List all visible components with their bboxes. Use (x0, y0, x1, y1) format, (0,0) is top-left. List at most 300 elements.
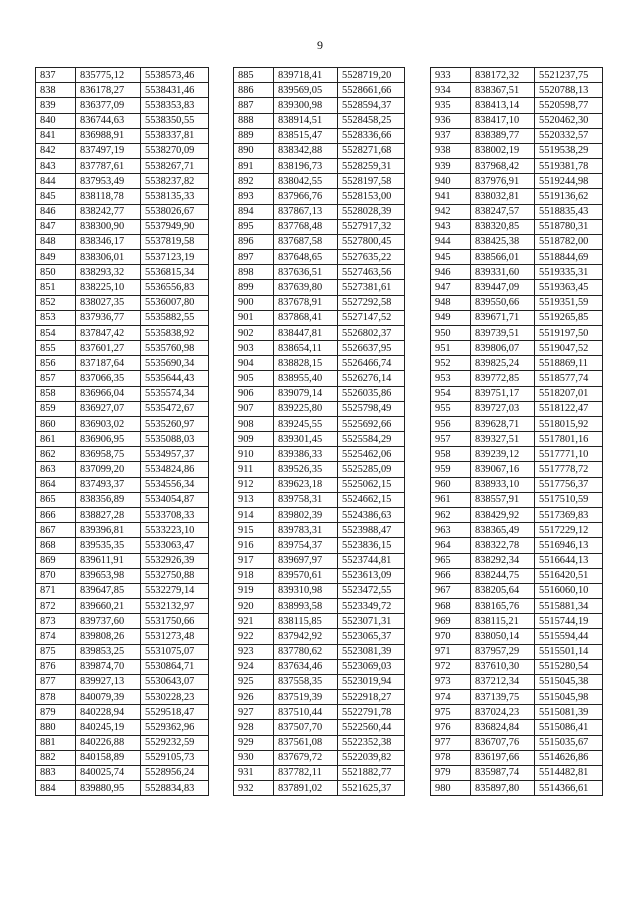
table-row (431, 523, 603, 538)
y-coordinate-cell: 5519335,31 (535, 265, 603, 280)
y-coordinate-cell: 5535472,67 (141, 401, 209, 416)
point-number-cell: 903 (234, 341, 274, 356)
table-row (36, 690, 209, 705)
point-number-cell: 940 (431, 174, 471, 189)
table-row (431, 325, 603, 340)
y-coordinate-cell: 5538573,46 (141, 68, 209, 83)
x-coordinate-cell: 839225,80 (274, 401, 338, 416)
y-coordinate-cell: 5515594,44 (535, 629, 603, 644)
point-number-cell: 843 (36, 159, 76, 174)
point-number-cell: 859 (36, 401, 76, 416)
x-coordinate-cell: 839697,97 (274, 553, 338, 568)
y-coordinate-cell: 5533063,47 (141, 538, 209, 553)
table-row (234, 174, 405, 189)
point-number-cell: 944 (431, 234, 471, 249)
x-coordinate-cell: 839647,85 (76, 583, 141, 598)
table-row (234, 432, 405, 447)
point-number-cell: 945 (431, 250, 471, 265)
x-coordinate-cell: 838933,10 (471, 477, 535, 492)
y-coordinate-cell: 5523081,39 (338, 644, 405, 659)
y-coordinate-cell: 5515081,39 (535, 705, 603, 720)
y-coordinate-cell: 5538353,83 (141, 98, 209, 113)
y-coordinate-cell: 5536556,83 (141, 280, 209, 295)
x-coordinate-cell: 838356,89 (76, 492, 141, 507)
y-coordinate-cell: 5533708,33 (141, 507, 209, 522)
point-number-cell: 868 (36, 538, 76, 553)
x-coordinate-cell: 838042,55 (274, 174, 338, 189)
y-coordinate-cell: 5535838,92 (141, 325, 209, 340)
x-coordinate-cell: 837976,91 (471, 174, 535, 189)
table-row (36, 416, 209, 431)
table-row (234, 462, 405, 477)
point-number-cell: 910 (234, 447, 274, 462)
x-coordinate-cell: 838165,76 (471, 599, 535, 614)
x-coordinate-cell: 838322,78 (471, 538, 535, 553)
y-coordinate-cell: 5536007,80 (141, 295, 209, 310)
table-row (36, 629, 209, 644)
y-coordinate-cell: 5523019,94 (338, 674, 405, 689)
x-coordinate-cell: 835987,74 (471, 765, 535, 780)
table-row (431, 477, 603, 492)
y-coordinate-cell: 5529105,73 (141, 750, 209, 765)
point-number-cell: 888 (234, 113, 274, 128)
point-number-cell: 911 (234, 462, 274, 477)
x-coordinate-cell: 838417,10 (471, 113, 535, 128)
x-coordinate-cell: 836927,07 (76, 401, 141, 416)
table-row (431, 68, 603, 83)
y-coordinate-cell: 5523613,09 (338, 568, 405, 583)
y-coordinate-cell: 5515086,41 (535, 720, 603, 735)
y-coordinate-cell: 5523065,37 (338, 629, 405, 644)
table-row (36, 614, 209, 629)
x-coordinate-cell: 837936,77 (76, 310, 141, 325)
point-number-cell: 976 (431, 720, 471, 735)
point-number-cell: 872 (36, 599, 76, 614)
table-row (234, 356, 405, 371)
table-row (36, 659, 209, 674)
point-number-cell: 885 (234, 68, 274, 83)
y-coordinate-cell: 5520462,30 (535, 113, 603, 128)
x-coordinate-cell: 837957,29 (471, 644, 535, 659)
point-number-cell: 890 (234, 143, 274, 158)
y-coordinate-cell: 5538026,67 (141, 204, 209, 219)
y-coordinate-cell: 5532750,88 (141, 568, 209, 583)
table-row (36, 356, 209, 371)
y-coordinate-cell: 5516420,51 (535, 568, 603, 583)
point-number-cell: 901 (234, 310, 274, 325)
y-coordinate-cell: 5522560,44 (338, 720, 405, 735)
x-coordinate-cell: 839079,14 (274, 386, 338, 401)
point-number-cell: 917 (234, 553, 274, 568)
coordinate-table-2 (233, 67, 405, 796)
table-row (36, 341, 209, 356)
point-number-cell: 905 (234, 371, 274, 386)
x-coordinate-cell: 837634,46 (274, 659, 338, 674)
table-row (431, 659, 603, 674)
table-row (234, 614, 405, 629)
y-coordinate-cell: 5530864,71 (141, 659, 209, 674)
x-coordinate-cell: 837497,19 (76, 143, 141, 158)
table-row (36, 310, 209, 325)
table-row (234, 492, 405, 507)
x-coordinate-cell: 839772,85 (471, 371, 535, 386)
y-coordinate-cell: 5528259,31 (338, 159, 405, 174)
x-coordinate-cell: 837953,49 (76, 174, 141, 189)
x-coordinate-cell: 839671,71 (471, 310, 535, 325)
table-row (234, 234, 405, 249)
y-coordinate-cell: 5535760,98 (141, 341, 209, 356)
y-coordinate-cell: 5527147,52 (338, 310, 405, 325)
x-coordinate-cell: 837782,11 (274, 765, 338, 780)
point-number-cell: 850 (36, 265, 76, 280)
y-coordinate-cell: 5519136,62 (535, 189, 603, 204)
x-coordinate-cell: 838365,49 (471, 523, 535, 538)
x-coordinate-cell: 838342,88 (274, 143, 338, 158)
x-coordinate-cell: 838002,19 (471, 143, 535, 158)
x-coordinate-cell: 840245,19 (76, 720, 141, 735)
point-number-cell: 975 (431, 705, 471, 720)
point-number-cell: 916 (234, 538, 274, 553)
point-number-cell: 920 (234, 599, 274, 614)
x-coordinate-cell: 838050,14 (471, 629, 535, 644)
table-row (234, 204, 405, 219)
table-row (431, 341, 603, 356)
point-number-cell: 855 (36, 341, 76, 356)
x-coordinate-cell: 839301,45 (274, 432, 338, 447)
y-coordinate-cell: 5519363,45 (535, 280, 603, 295)
y-coordinate-cell: 5528661,66 (338, 83, 405, 98)
point-number-cell: 967 (431, 583, 471, 598)
x-coordinate-cell: 839737,60 (76, 614, 141, 629)
x-coordinate-cell: 838389,77 (471, 128, 535, 143)
point-number-cell: 930 (234, 750, 274, 765)
x-coordinate-cell: 839718,41 (274, 68, 338, 83)
point-number-cell: 844 (36, 174, 76, 189)
y-coordinate-cell: 5538350,55 (141, 113, 209, 128)
y-coordinate-cell: 5529518,47 (141, 705, 209, 720)
point-number-cell: 921 (234, 614, 274, 629)
point-number-cell: 931 (234, 765, 274, 780)
point-number-cell: 891 (234, 159, 274, 174)
table-row (431, 705, 603, 720)
x-coordinate-cell: 839300,98 (274, 98, 338, 113)
table-row (234, 416, 405, 431)
point-number-cell: 939 (431, 159, 471, 174)
point-number-cell: 956 (431, 416, 471, 431)
y-coordinate-cell: 5525462,06 (338, 447, 405, 462)
point-number-cell: 895 (234, 219, 274, 234)
y-coordinate-cell: 5538135,33 (141, 189, 209, 204)
x-coordinate-cell: 838413,14 (471, 98, 535, 113)
table-row (431, 781, 603, 796)
y-coordinate-cell: 5522352,38 (338, 735, 405, 750)
table-row (234, 568, 405, 583)
x-coordinate-cell: 838515,47 (274, 128, 338, 143)
x-coordinate-cell: 837678,91 (274, 295, 338, 310)
x-coordinate-cell: 839611,91 (76, 553, 141, 568)
y-coordinate-cell: 5526276,14 (338, 371, 405, 386)
x-coordinate-cell: 837648,65 (274, 250, 338, 265)
point-number-cell: 949 (431, 310, 471, 325)
y-coordinate-cell: 5535260,97 (141, 416, 209, 431)
table-row (234, 68, 405, 83)
x-coordinate-cell: 836707,76 (471, 735, 535, 750)
point-number-cell: 957 (431, 432, 471, 447)
x-coordinate-cell: 839526,35 (274, 462, 338, 477)
table-row (36, 781, 209, 796)
table-row (234, 583, 405, 598)
table-row (36, 447, 209, 462)
point-number-cell: 861 (36, 432, 76, 447)
y-coordinate-cell: 5523744,81 (338, 553, 405, 568)
point-number-cell: 896 (234, 234, 274, 249)
x-coordinate-cell: 838828,15 (274, 356, 338, 371)
table-row (36, 492, 209, 507)
y-coordinate-cell: 5528594,37 (338, 98, 405, 113)
y-coordinate-cell: 5517801,16 (535, 432, 603, 447)
x-coordinate-cell: 839653,98 (76, 568, 141, 583)
point-number-cell: 860 (36, 416, 76, 431)
y-coordinate-cell: 5519381,78 (535, 159, 603, 174)
x-coordinate-cell: 838293,32 (76, 265, 141, 280)
y-coordinate-cell: 5528271,68 (338, 143, 405, 158)
table-row (36, 538, 209, 553)
y-coordinate-cell: 5525584,29 (338, 432, 405, 447)
y-coordinate-cell: 5517756,37 (535, 477, 603, 492)
point-number-cell: 853 (36, 310, 76, 325)
table-row (234, 219, 405, 234)
y-coordinate-cell: 5527917,32 (338, 219, 405, 234)
y-coordinate-cell: 5515744,19 (535, 614, 603, 629)
table-row (36, 143, 209, 158)
point-number-cell: 838 (36, 83, 76, 98)
table-row (36, 265, 209, 280)
table-row (431, 553, 603, 568)
y-coordinate-cell: 5526466,74 (338, 356, 405, 371)
y-coordinate-cell: 5527292,58 (338, 295, 405, 310)
y-coordinate-cell: 5517778,72 (535, 462, 603, 477)
table-row (431, 690, 603, 705)
x-coordinate-cell: 840226,88 (76, 735, 141, 750)
y-coordinate-cell: 5535690,34 (141, 356, 209, 371)
table-row (36, 432, 209, 447)
table-row (431, 538, 603, 553)
point-number-cell: 923 (234, 644, 274, 659)
point-number-cell: 942 (431, 204, 471, 219)
point-number-cell: 938 (431, 143, 471, 158)
table-row (431, 416, 603, 431)
x-coordinate-cell: 839758,31 (274, 492, 338, 507)
table-row (234, 128, 405, 143)
page-number: 9 (317, 38, 323, 52)
x-coordinate-cell: 838225,10 (76, 280, 141, 295)
x-coordinate-cell: 839327,51 (471, 432, 535, 447)
x-coordinate-cell: 838300,90 (76, 219, 141, 234)
point-number-cell: 841 (36, 128, 76, 143)
point-number-cell: 875 (36, 644, 76, 659)
table-row (36, 280, 209, 295)
x-coordinate-cell: 836377,09 (76, 98, 141, 113)
table-row (431, 447, 603, 462)
y-coordinate-cell: 5525798,49 (338, 401, 405, 416)
table-row (431, 674, 603, 689)
point-number-cell: 941 (431, 189, 471, 204)
table-row (36, 113, 209, 128)
x-coordinate-cell: 836906,95 (76, 432, 141, 447)
point-number-cell: 893 (234, 189, 274, 204)
x-coordinate-cell: 837099,20 (76, 462, 141, 477)
table-row (36, 295, 209, 310)
table-row (36, 583, 209, 598)
table-row (234, 98, 405, 113)
point-number-cell: 869 (36, 553, 76, 568)
x-coordinate-cell: 837493,37 (76, 477, 141, 492)
y-coordinate-cell: 5527635,22 (338, 250, 405, 265)
x-coordinate-cell: 839727,03 (471, 401, 535, 416)
x-coordinate-cell: 838196,73 (274, 159, 338, 174)
point-number-cell: 840 (36, 113, 76, 128)
point-number-cell: 955 (431, 401, 471, 416)
table-row (431, 432, 603, 447)
table-row (431, 599, 603, 614)
point-number-cell: 889 (234, 128, 274, 143)
x-coordinate-cell: 835775,12 (76, 68, 141, 83)
point-number-cell: 979 (431, 765, 471, 780)
table-row (431, 174, 603, 189)
point-number-cell: 960 (431, 477, 471, 492)
y-coordinate-cell: 5538337,81 (141, 128, 209, 143)
x-coordinate-cell: 839535,35 (76, 538, 141, 553)
point-number-cell: 874 (36, 629, 76, 644)
table-row (36, 68, 209, 83)
point-number-cell: 873 (36, 614, 76, 629)
y-coordinate-cell: 5535644,43 (141, 371, 209, 386)
table-row (36, 189, 209, 204)
y-coordinate-cell: 5515881,34 (535, 599, 603, 614)
x-coordinate-cell: 837787,61 (76, 159, 141, 174)
point-number-cell: 928 (234, 720, 274, 735)
table-row (431, 386, 603, 401)
x-coordinate-cell: 839660,21 (76, 599, 141, 614)
table-row (234, 341, 405, 356)
point-number-cell: 963 (431, 523, 471, 538)
point-number-cell: 870 (36, 568, 76, 583)
point-number-cell: 978 (431, 750, 471, 765)
x-coordinate-cell: 838292,34 (471, 553, 535, 568)
table-row (36, 553, 209, 568)
table-row (36, 159, 209, 174)
point-number-cell: 914 (234, 507, 274, 522)
point-number-cell: 950 (431, 325, 471, 340)
table-row (431, 295, 603, 310)
point-number-cell: 943 (431, 219, 471, 234)
x-coordinate-cell: 838247,57 (471, 204, 535, 219)
x-coordinate-cell: 836178,27 (76, 83, 141, 98)
y-coordinate-cell: 5518844,69 (535, 250, 603, 265)
y-coordinate-cell: 5532132,97 (141, 599, 209, 614)
table-row (36, 219, 209, 234)
point-number-cell: 966 (431, 568, 471, 583)
point-number-cell: 922 (234, 629, 274, 644)
table-row (431, 765, 603, 780)
table-row (431, 265, 603, 280)
y-coordinate-cell: 5519351,59 (535, 295, 603, 310)
y-coordinate-cell: 5520788,13 (535, 83, 603, 98)
table-row (36, 325, 209, 340)
table-row (431, 143, 603, 158)
y-coordinate-cell: 5514626,86 (535, 750, 603, 765)
table-row (234, 599, 405, 614)
table-row (234, 250, 405, 265)
table-row (36, 174, 209, 189)
table-row (431, 644, 603, 659)
x-coordinate-cell: 838306,01 (76, 250, 141, 265)
point-number-cell: 964 (431, 538, 471, 553)
table-row (36, 507, 209, 522)
x-coordinate-cell: 836966,04 (76, 386, 141, 401)
table-row (234, 765, 405, 780)
point-number-cell: 954 (431, 386, 471, 401)
y-coordinate-cell: 5520332,57 (535, 128, 603, 143)
table-row (431, 750, 603, 765)
point-number-cell: 837 (36, 68, 76, 83)
point-number-cell: 899 (234, 280, 274, 295)
table-row (234, 477, 405, 492)
x-coordinate-cell: 839623,18 (274, 477, 338, 492)
y-coordinate-cell: 5517229,12 (535, 523, 603, 538)
point-number-cell: 937 (431, 128, 471, 143)
x-coordinate-cell: 838955,40 (274, 371, 338, 386)
x-coordinate-cell: 838115,21 (471, 614, 535, 629)
y-coordinate-cell: 5518835,43 (535, 204, 603, 219)
table-row (431, 234, 603, 249)
x-coordinate-cell: 838425,38 (471, 234, 535, 249)
x-coordinate-cell: 836958,75 (76, 447, 141, 462)
y-coordinate-cell: 5528956,24 (141, 765, 209, 780)
x-coordinate-cell: 839927,13 (76, 674, 141, 689)
x-coordinate-cell: 840158,89 (76, 750, 141, 765)
x-coordinate-cell: 838827,28 (76, 507, 141, 522)
y-coordinate-cell: 5516946,13 (535, 538, 603, 553)
x-coordinate-cell: 837561,08 (274, 735, 338, 750)
y-coordinate-cell: 5528458,25 (338, 113, 405, 128)
y-coordinate-cell: 5523836,15 (338, 538, 405, 553)
table-row (36, 599, 209, 614)
point-number-cell: 884 (36, 781, 76, 796)
x-coordinate-cell: 839739,51 (471, 325, 535, 340)
x-coordinate-cell: 837639,80 (274, 280, 338, 295)
point-number-cell: 935 (431, 98, 471, 113)
table-row (36, 462, 209, 477)
y-coordinate-cell: 5514366,61 (535, 781, 603, 796)
y-coordinate-cell: 5515280,54 (535, 659, 603, 674)
point-number-cell: 962 (431, 507, 471, 522)
table-row (234, 644, 405, 659)
x-coordinate-cell: 837868,41 (274, 310, 338, 325)
table-row (36, 735, 209, 750)
x-coordinate-cell: 836988,91 (76, 128, 141, 143)
x-coordinate-cell: 838172,32 (471, 68, 535, 83)
x-coordinate-cell: 835897,80 (471, 781, 535, 796)
y-coordinate-cell: 5517510,59 (535, 492, 603, 507)
x-coordinate-cell: 839802,39 (274, 507, 338, 522)
point-number-cell: 879 (36, 705, 76, 720)
x-coordinate-cell: 838914,51 (274, 113, 338, 128)
y-coordinate-cell: 5533223,10 (141, 523, 209, 538)
y-coordinate-cell: 5531750,66 (141, 614, 209, 629)
y-coordinate-cell: 5515045,98 (535, 690, 603, 705)
point-number-cell: 862 (36, 447, 76, 462)
